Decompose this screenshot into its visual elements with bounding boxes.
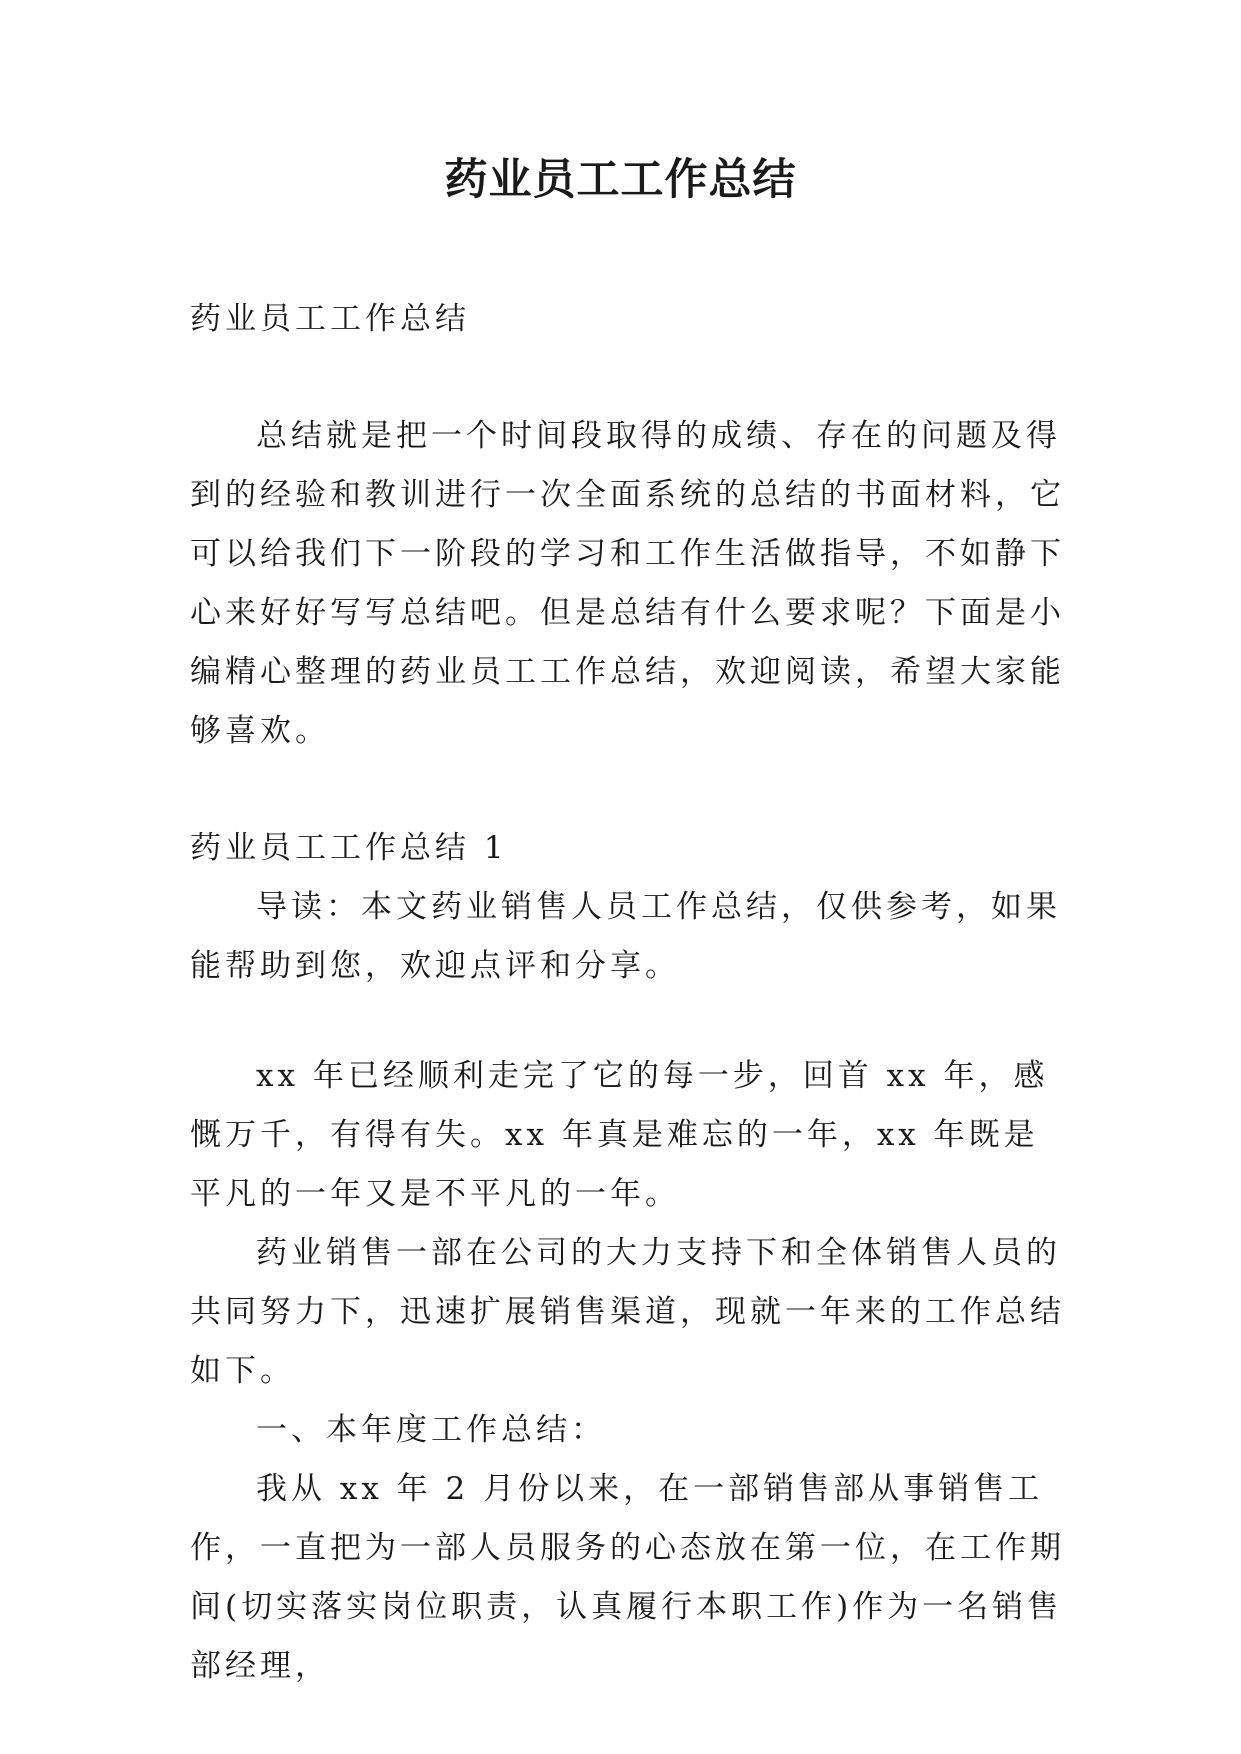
section-heading: 药业员工工作总结 1 bbox=[190, 830, 508, 866]
body-paragraph-3: 我从 xx 年 2 月份以来，在一部销售部从事销售工作，一直把为一部人员服务的心态放在第一位，在工作期间(切实落实岗位职责，认真履行本职工作)作为一名销售部经理， bbox=[190, 1471, 1065, 1684]
spacer bbox=[190, 761, 1070, 819]
subheading-paragraph: 一、本年度工作总结： bbox=[256, 1412, 606, 1448]
spacer bbox=[190, 996, 1070, 1047]
body-paragraph-2: 药业销售一部在公司的大力支持下和全体销售人员的共同努力下，迅速扩展销售渠道，现就一年来的工作总结如下。 bbox=[190, 1235, 1065, 1389]
spacer bbox=[190, 349, 1070, 393]
intro-paragraph: 总结就是把一个时间段取得的成绩、存在的问题及得到的经验和教训进行一次全面系统的总结的书面材料，它可以给我们下一阶段的学习和工作生活做指导，不如静下心来好好写写总结吧。但是总结有什么要求呢？下面是小编精心整理的药业员工工作总结，欢迎阅读，希望大家能够喜欢。 bbox=[190, 418, 1065, 749]
guide-paragraph: 导读：本文药业销售人员工作总结，仅供参考，如果能帮助到您，欢迎点评和分享。 bbox=[190, 889, 1061, 984]
body-paragraph-1: xx 年已经顺利走完了它的每一步，回首 xx 年，感慨万千，有得有失。xx 年真是难忘的一年，xx 年既是平凡的一年又是不平凡的一年。 bbox=[190, 1058, 1049, 1212]
document-title: 药业员工工作总结 bbox=[444, 155, 797, 205]
document-body bbox=[190, 290, 1070, 1696]
subtitle-line: 药业员工工作总结 bbox=[190, 301, 470, 337]
